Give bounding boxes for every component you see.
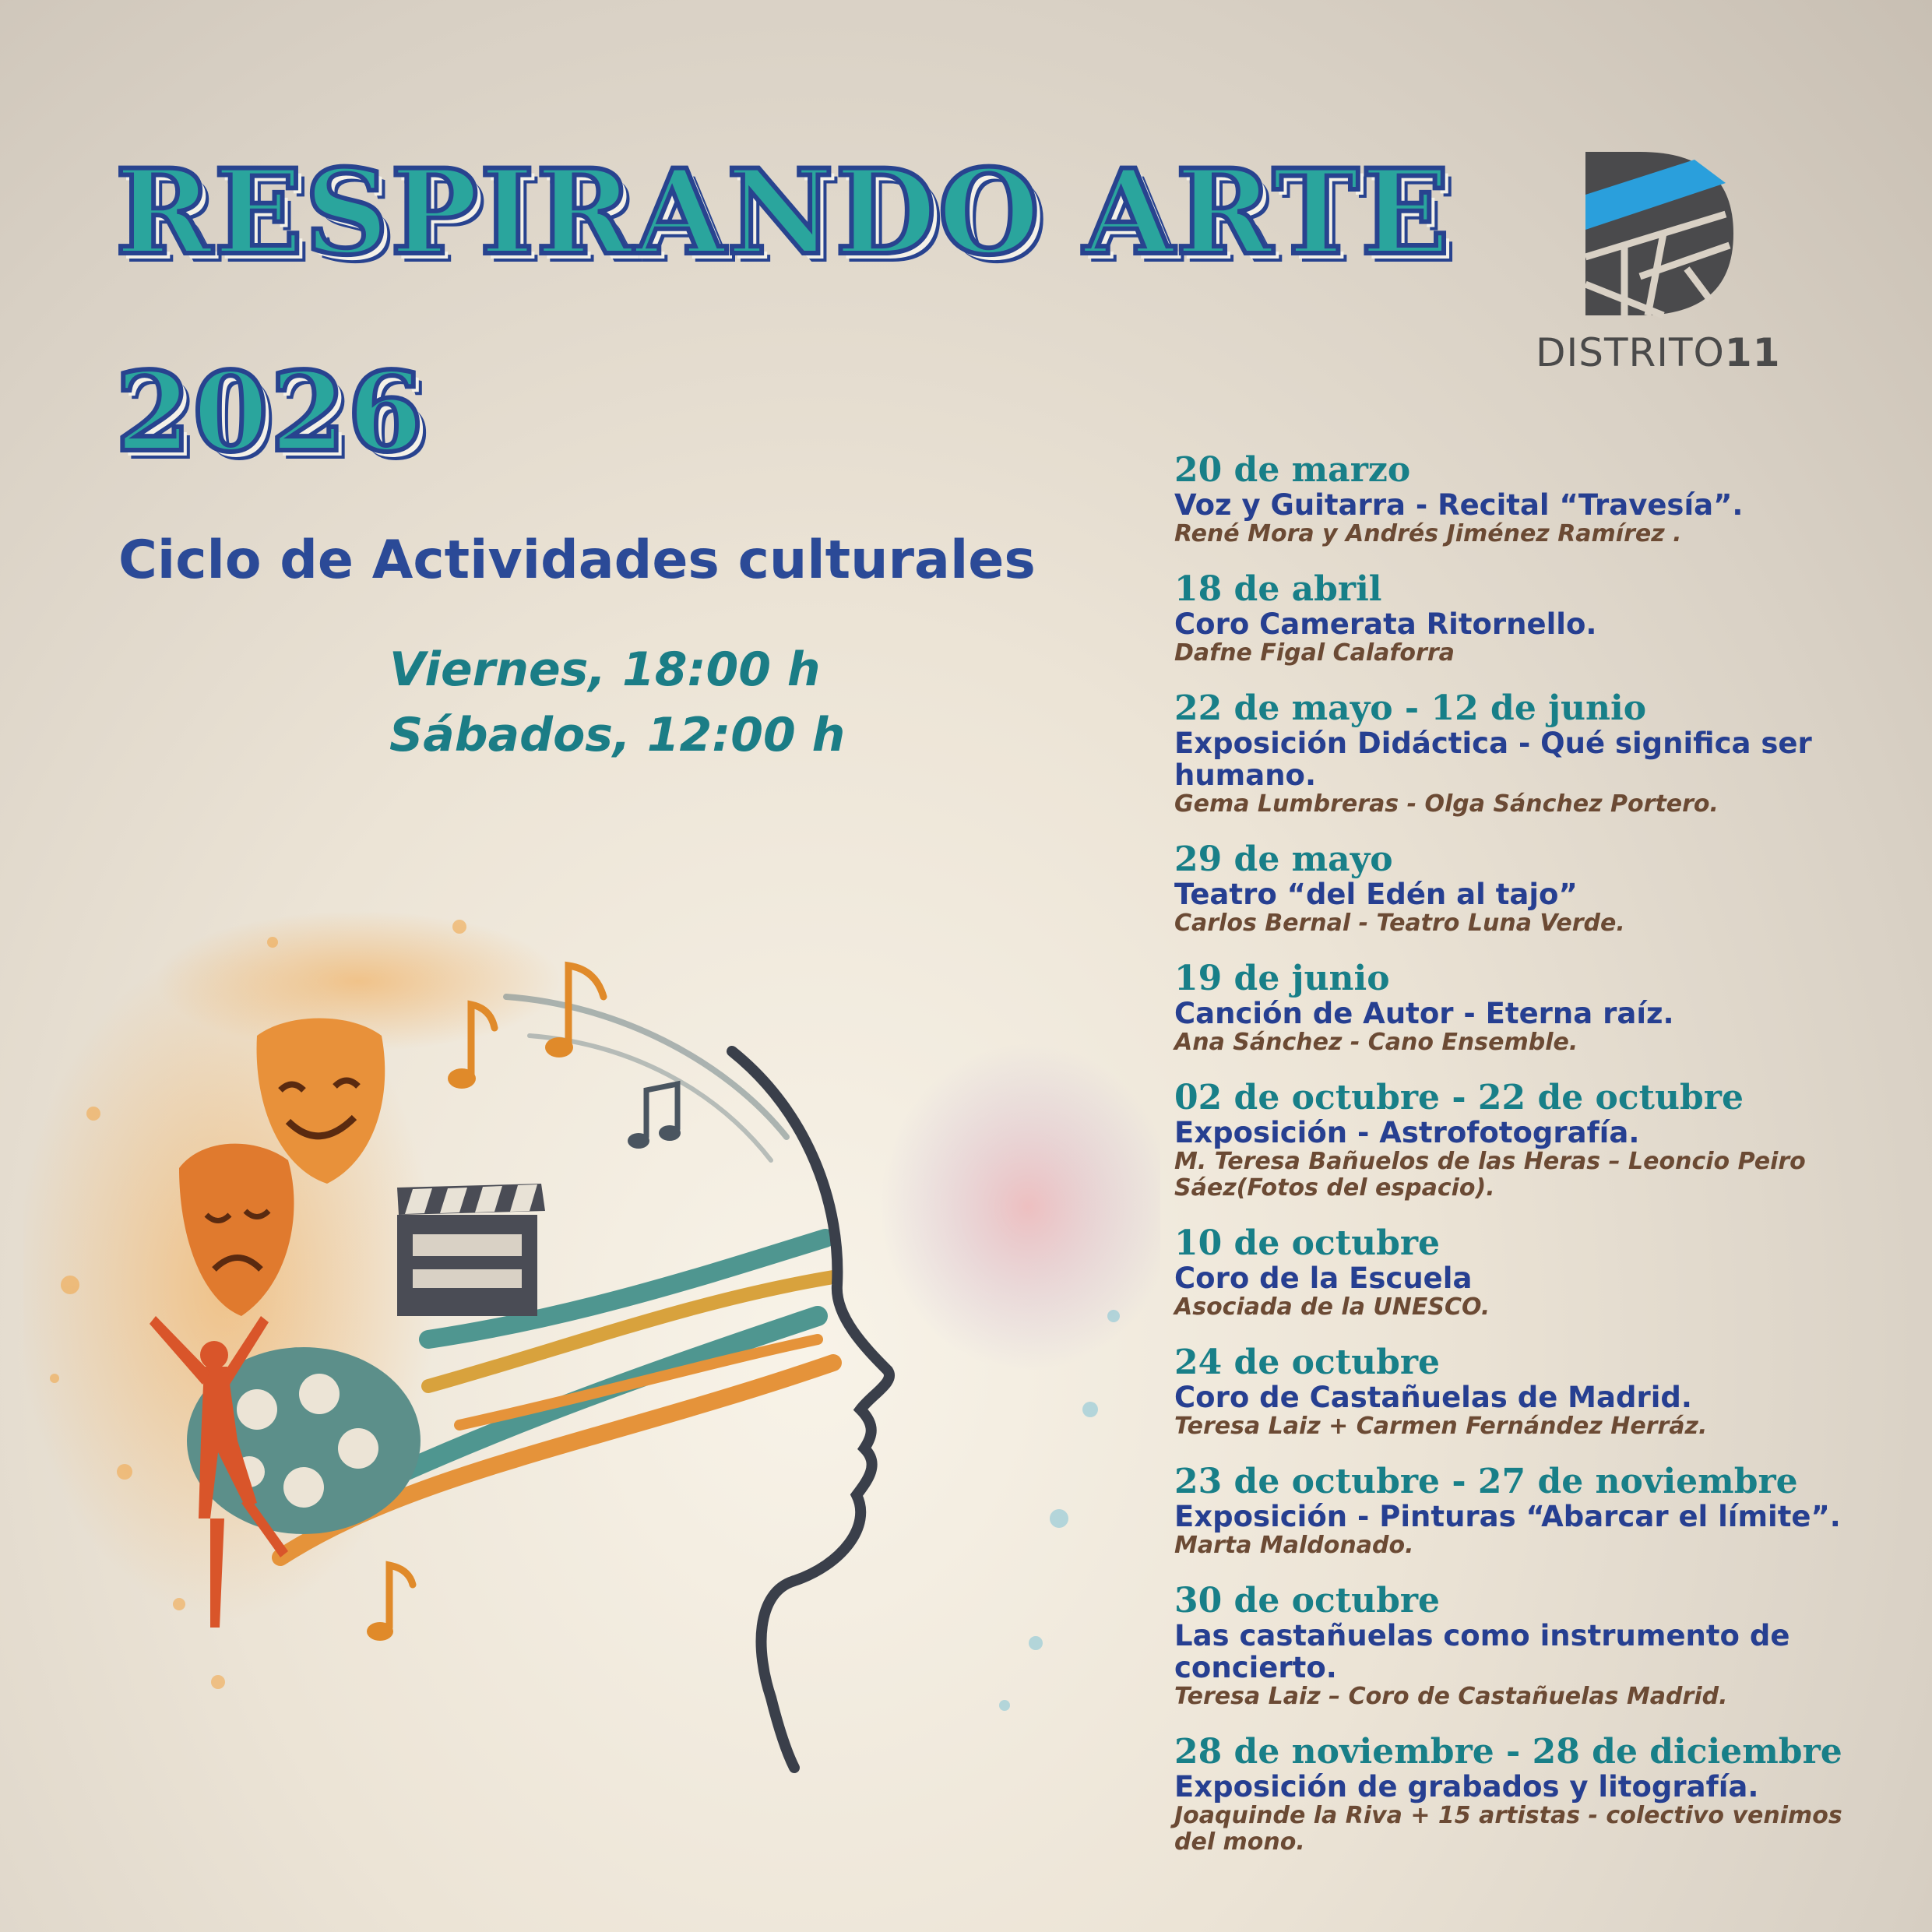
event-date: 18 de abril [1174, 569, 1382, 609]
illustration [23, 880, 1160, 1783]
event-item [1174, 1225, 1860, 1321]
event-title: Coro Camerata Ritornello. [1174, 607, 1597, 641]
event-item [1174, 841, 1860, 937]
event-people: Gema Lumbreras - Olga Sánchez Portero. [1174, 790, 1719, 818]
event-title: Exposición - Pinturas “Abarcar el límite”. [1174, 1500, 1841, 1533]
poster-subtitle: Ciclo de Actividades culturales [118, 530, 1036, 591]
event-title: Exposición de grabados y litografía. [1174, 1770, 1759, 1804]
event-item [1174, 1344, 1860, 1440]
head-profile-icon [732, 1051, 889, 1768]
event-item [1174, 1463, 1860, 1559]
event-people: Asociada de la UNESCO. [1174, 1293, 1490, 1321]
schedule-friday: Viernes, 18:00 h [389, 642, 821, 697]
event-date: 02 de octubre - 22 de octubre [1174, 1078, 1744, 1117]
event-date: 22 de mayo - 12 de junio [1174, 688, 1647, 728]
event-people: M. Teresa Bañuelos de las Heras – Leoncio Peiro Sáez(Fotos del espacio). [1174, 1148, 1806, 1202]
event-people: René Mora y Andrés Jiménez Ramírez . [1174, 520, 1682, 547]
event-date: 30 de octubre [1174, 1581, 1441, 1621]
event-people: Ana Sánchez - Cano Ensemble. [1174, 1029, 1578, 1056]
event-date: 23 de octubre - 27 de noviembre [1174, 1462, 1798, 1501]
schedule-saturday: Sábados, 12:00 h [389, 708, 846, 762]
event-item [1174, 960, 1860, 1056]
event-title: Voz y Guitarra - Recital “Travesía”. [1174, 488, 1744, 522]
event-people: Teresa Laiz – Coro de Castañuelas Madrid. [1174, 1683, 1728, 1710]
event-item [1174, 452, 1860, 547]
logo-word: DISTRITO [1536, 330, 1725, 375]
poster-title: RESPIRANDO ARTE [115, 144, 1452, 281]
event-people: Carlos Bernal - Teatro Luna Verde. [1174, 910, 1625, 937]
clapperboard-icon [397, 1184, 545, 1316]
event-people: Marta Maldonado. [1174, 1532, 1414, 1559]
event-title: Exposición - Astrofotografía. [1174, 1116, 1640, 1149]
event-date: 10 de octubre [1174, 1223, 1441, 1263]
events-list [1174, 452, 1860, 1879]
event-item [1174, 571, 1860, 667]
event-title: Exposición Didáctica - Qué significa ser humano. [1174, 727, 1812, 792]
event-item [1174, 1079, 1860, 1202]
event-date: 29 de mayo [1174, 839, 1393, 879]
schedule [389, 637, 845, 768]
event-date: 24 de octubre [1174, 1343, 1441, 1382]
event-people: Teresa Laiz + Carmen Fernández Herráz. [1174, 1413, 1708, 1440]
event-item [1174, 690, 1860, 818]
event-item [1174, 1733, 1860, 1856]
event-item [1174, 1582, 1860, 1710]
event-title: Coro de Castañuelas de Madrid. [1174, 1381, 1692, 1414]
event-title: Coro de la Escuela [1174, 1262, 1473, 1295]
event-date: 19 de junio [1174, 959, 1390, 998]
poster-year: 2026 [115, 349, 425, 477]
pink-splash [880, 1043, 1160, 1371]
logo-text [1536, 330, 1781, 375]
event-date: 20 de marzo [1174, 450, 1411, 490]
event-title: Teatro “del Edén al tajo” [1174, 878, 1578, 911]
event-title: Canción de Autor - Eterna raíz. [1174, 997, 1674, 1030]
event-date: 28 de noviembre - 28 de diciembre [1174, 1732, 1842, 1772]
event-title: Las castañuelas como instrumento de concierto. [1174, 1619, 1790, 1684]
event-people: Joaquinde la Riva + 15 artistas - colectivo venimos del mono. [1174, 1802, 1842, 1856]
event-people: Dafne Figal Calaforra [1174, 639, 1455, 667]
logo-number: 11 [1724, 330, 1781, 375]
